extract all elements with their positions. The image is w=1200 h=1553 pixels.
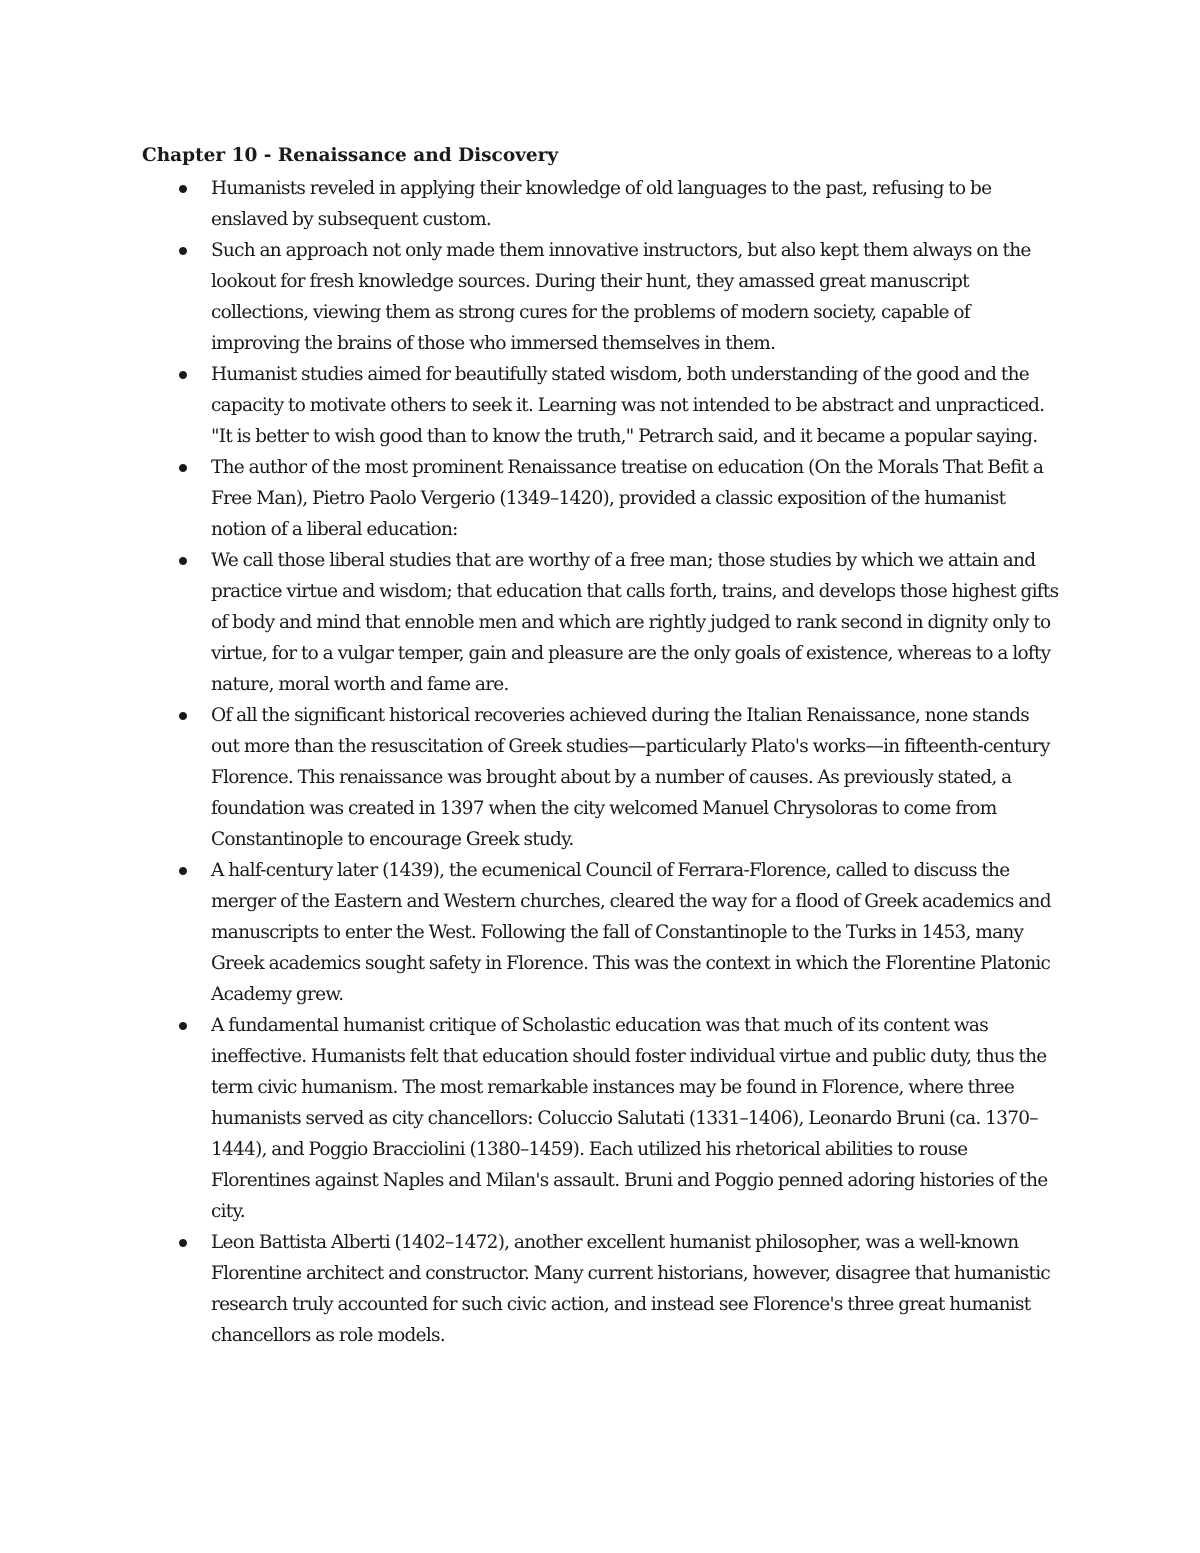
- bullet-text: A half-century later (1439), the ecumenical Council of Ferrara-Florence, called to discuss the merger of the Eastern and Western churches, cleared the way for a flood of Greek academics and manuscripts to enter the West. Following the fall of Constantinople to the Turks in 1453, many Greek academics sought safety in Florence. This was the context in which the Florentine Platonic Academy grew.: [211, 860, 1051, 1005]
- bullet-item: [142, 359, 1060, 452]
- bullet-text: Of all the significant historical recoveries achieved during the Italian Renaissance, none stands out more than the resuscitation of Greek studies—particularly Plato's works—in fifteenth-century Florence. This renaissance was brought about by a number of causes. As previously stated, a foundation was created in 1397 when the city welcomed Manuel Chrysoloras to come from Constantinople to encourage Greek study.: [211, 705, 1050, 850]
- bullet-item: [142, 855, 1060, 1010]
- bullet-icon: [179, 371, 187, 379]
- document-page: [142, 140, 1060, 1351]
- bullet-text: Humanists reveled in applying their knowledge of old languages to the past, refusing to be enslaved by subsequent custom.: [211, 178, 992, 230]
- bullet-icon: [179, 1239, 187, 1247]
- bullet-item: [142, 1227, 1060, 1351]
- bullet-text: Humanist studies aimed for beautifully stated wisdom, both understanding of the good and the capacity to motivate others to seek it. Learning was not intended to be abstract and unpracticed. "It is better to wish good than to know the truth," Petrarch said, and it became a popular saying.: [211, 364, 1045, 447]
- bullet-item: [142, 452, 1060, 545]
- bullet-item: [142, 235, 1060, 359]
- bullet-item: [142, 700, 1060, 855]
- bullet-text: A fundamental humanist critique of Scholastic education was that much of its content was ineffective. Humanists felt that education should foster individual virtue and public duty, thus the term civic humanism. The most remarkable instances may be found in Florence, where three humanists served as city chancellors: Coluccio Salutati (1331–1406), Leonardo Bruni (ca. 1370–1444), and Poggio Bracciolini (1380–1459). Each utilized his rhetorical abilities to rouse Florentines against Naples and Milan's assault. Bruni and Poggio penned adoring histories of the city.: [211, 1015, 1048, 1222]
- bullet-text: Leon Battista Alberti (1402–1472), another excellent humanist philosopher, was a well-known Florentine architect and constructor. Many current historians, however, disagree that humanistic research truly accounted for such civic action, and instead see Florence's three great humanist chancellors as role models.: [211, 1232, 1050, 1346]
- bullet-text: The author of the most prominent Renaissance treatise on education (On the Morals That Befit a Free Man), Pietro Paolo Vergerio (1349–1420), provided a classic exposition of the humanist notion of a liberal education:: [211, 457, 1044, 540]
- bullet-icon: [179, 464, 187, 472]
- bullet-item: [142, 173, 1060, 235]
- bullet-item: [142, 1010, 1060, 1227]
- bullet-icon: [179, 185, 187, 193]
- bullet-icon: [179, 557, 187, 565]
- bullet-text: Such an approach not only made them innovative instructors, but also kept them always on the lookout for fresh knowledge sources. During their hunt, they amassed great manuscript collections, viewing them as strong cures for the problems of modern society, capable of improving the brains of those who immersed themselves in them.: [211, 240, 1031, 354]
- chapter-heading: Chapter 10 - Renaissance and Discovery: [142, 145, 559, 166]
- bullet-icon: [179, 867, 187, 875]
- bullet-item: [142, 545, 1060, 700]
- bullet-icon: [179, 1022, 187, 1030]
- bullet-icon: [179, 247, 187, 255]
- bullet-icon: [179, 712, 187, 720]
- bullet-list: [142, 173, 1060, 1351]
- bullet-text: We call those liberal studies that are worthy of a free man; those studies by which we attain and practice virtue and wisdom; that education that calls forth, trains, and develops those highest gifts of body and mind that ennoble men and which are rightly judged to rank second in dignity only to virtue, for to a vulgar temper, gain and pleasure are the only goals of existence, whereas to a lofty nature, moral worth and fame are.: [211, 550, 1059, 695]
